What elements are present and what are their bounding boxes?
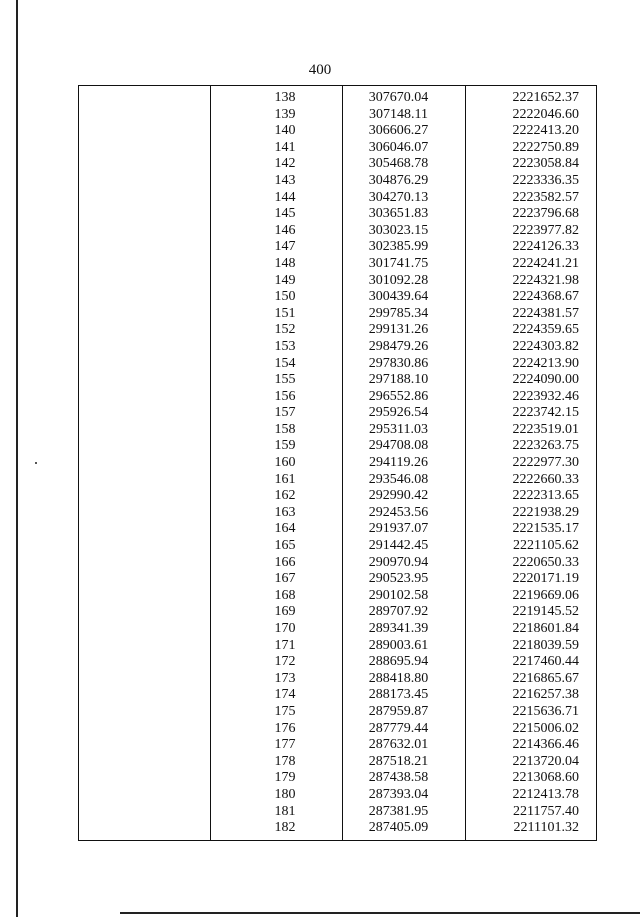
point-number-cell: 143 bbox=[274, 172, 296, 188]
y-coordinate-cell: 2218039.59 bbox=[512, 637, 579, 653]
x-coordinate-cell: 302385.99 bbox=[368, 239, 429, 255]
y-coordinate-cell: 2224303.82 bbox=[512, 338, 579, 354]
table-row bbox=[79, 787, 596, 804]
x-coordinate-cell: 292453.56 bbox=[368, 504, 429, 520]
x-coordinate-cell: 304270.13 bbox=[368, 189, 429, 205]
point-number-cell: 181 bbox=[274, 803, 296, 819]
table-row bbox=[79, 273, 596, 290]
point-number-cell: 146 bbox=[274, 222, 296, 238]
point-number-cell: 139 bbox=[274, 106, 296, 122]
x-coordinate-cell: 294119.26 bbox=[369, 455, 428, 471]
table-row bbox=[79, 621, 596, 638]
table-row bbox=[79, 820, 596, 837]
x-coordinate-cell: 287779.44 bbox=[368, 720, 429, 736]
x-coordinate-cell: 293546.08 bbox=[368, 471, 429, 487]
x-coordinate-cell: 287959.87 bbox=[368, 703, 429, 719]
y-coordinate-cell: 2224381.57 bbox=[512, 305, 579, 321]
x-coordinate-cell: 301092.28 bbox=[368, 272, 429, 288]
point-number-cell: 141 bbox=[274, 139, 296, 155]
table-row bbox=[79, 521, 596, 538]
point-number-cell: 149 bbox=[274, 272, 296, 288]
x-coordinate-cell: 299131.26 bbox=[368, 322, 429, 338]
point-number-cell: 138 bbox=[274, 90, 296, 105]
point-number-cell: 148 bbox=[274, 255, 296, 271]
y-coordinate-cell: 2223336.35 bbox=[512, 172, 579, 188]
page-number: 400 bbox=[308, 62, 332, 78]
x-coordinate-cell: 287405.09 bbox=[368, 820, 429, 836]
y-coordinate-cell: 2221652.37 bbox=[512, 90, 579, 105]
y-coordinate-cell: 2211101.32 bbox=[513, 820, 579, 836]
y-coordinate-cell: 2223263.75 bbox=[512, 438, 579, 454]
table-row bbox=[79, 356, 596, 373]
table-row bbox=[79, 90, 596, 107]
y-coordinate-cell: 2224241.21 bbox=[512, 255, 579, 271]
y-coordinate-cell: 2224126.33 bbox=[512, 239, 579, 255]
x-coordinate-cell: 305468.78 bbox=[368, 156, 429, 172]
x-coordinate-cell: 288418.80 bbox=[368, 670, 429, 686]
x-coordinate-cell: 295311.03 bbox=[369, 421, 428, 437]
y-coordinate-cell: 2223742.15 bbox=[512, 405, 579, 421]
point-number-cell: 156 bbox=[274, 388, 296, 404]
table-row bbox=[79, 555, 596, 572]
y-coordinate-cell: 2216865.67 bbox=[512, 670, 579, 686]
y-coordinate-cell: 2223977.82 bbox=[512, 222, 579, 238]
table-row bbox=[79, 389, 596, 406]
scan-bottom-edge bbox=[120, 912, 640, 914]
table-row bbox=[79, 223, 596, 240]
point-number-cell: 178 bbox=[274, 753, 296, 769]
table-row bbox=[79, 638, 596, 655]
x-coordinate-cell: 291442.45 bbox=[368, 538, 429, 554]
y-coordinate-cell: 2222046.60 bbox=[512, 106, 579, 122]
table-row bbox=[79, 455, 596, 472]
table-row bbox=[79, 488, 596, 505]
table-row bbox=[79, 438, 596, 455]
point-number-cell: 142 bbox=[274, 156, 296, 172]
point-number-cell: 166 bbox=[274, 554, 296, 570]
y-coordinate-cell: 2220650.33 bbox=[512, 554, 579, 570]
x-coordinate-cell: 289707.92 bbox=[368, 604, 429, 620]
y-coordinate-cell: 2224213.90 bbox=[512, 355, 579, 371]
table-row bbox=[79, 472, 596, 489]
point-number-cell: 182 bbox=[274, 820, 296, 836]
table-row bbox=[79, 140, 596, 157]
point-number-cell: 171 bbox=[274, 637, 296, 653]
point-number-cell: 163 bbox=[274, 504, 296, 520]
y-coordinate-cell: 2224090.00 bbox=[512, 372, 579, 388]
point-number-cell: 145 bbox=[274, 206, 296, 222]
y-coordinate-cell: 2222413.20 bbox=[512, 123, 579, 139]
point-number-cell: 168 bbox=[274, 587, 296, 603]
x-coordinate-cell: 289341.39 bbox=[368, 621, 429, 636]
x-coordinate-cell: 294708.08 bbox=[368, 438, 429, 454]
y-coordinate-cell: 2221938.29 bbox=[512, 504, 579, 520]
y-coordinate-cell: 2219145.52 bbox=[512, 604, 579, 620]
point-number-cell: 154 bbox=[274, 355, 296, 371]
y-coordinate-cell: 2217460.44 bbox=[512, 654, 579, 670]
y-coordinate-cell: 2222660.33 bbox=[512, 471, 579, 487]
x-coordinate-cell: 289003.61 bbox=[368, 637, 429, 653]
y-coordinate-cell: 2223582.57 bbox=[512, 189, 579, 205]
table-row bbox=[79, 804, 596, 821]
table-row bbox=[79, 405, 596, 422]
y-coordinate-cell: 2211757.40 bbox=[513, 803, 579, 819]
y-coordinate-cell: 2224359.65 bbox=[512, 322, 579, 338]
table-row bbox=[79, 687, 596, 704]
y-coordinate-cell: 2215006.02 bbox=[512, 720, 579, 736]
point-number-cell: 175 bbox=[274, 703, 296, 719]
y-coordinate-cell: 2222313.65 bbox=[512, 488, 579, 504]
table-row bbox=[79, 422, 596, 439]
point-number-cell: 179 bbox=[274, 770, 296, 786]
table-row bbox=[79, 588, 596, 605]
x-coordinate-cell: 298479.26 bbox=[368, 338, 429, 354]
x-coordinate-cell: 288173.45 bbox=[368, 687, 429, 703]
x-coordinate-cell: 300439.64 bbox=[368, 289, 429, 305]
table-row bbox=[79, 654, 596, 671]
point-number-cell: 144 bbox=[274, 189, 296, 205]
table-row bbox=[79, 604, 596, 621]
point-number-cell: 167 bbox=[274, 571, 296, 587]
x-coordinate-cell: 306046.07 bbox=[368, 139, 429, 155]
x-coordinate-cell: 288695.94 bbox=[368, 654, 429, 670]
x-coordinate-cell: 290102.58 bbox=[368, 587, 429, 603]
x-coordinate-cell: 287438.58 bbox=[368, 770, 429, 786]
x-coordinate-cell: 290523.95 bbox=[368, 571, 429, 587]
y-coordinate-cell: 2218601.84 bbox=[512, 621, 579, 636]
x-coordinate-cell: 306606.27 bbox=[368, 123, 429, 139]
point-number-cell: 153 bbox=[274, 338, 296, 354]
table-row bbox=[79, 289, 596, 306]
point-number-cell: 176 bbox=[274, 720, 296, 736]
point-number-cell: 173 bbox=[274, 670, 296, 686]
x-coordinate-cell: 291937.07 bbox=[368, 521, 429, 537]
point-number-cell: 174 bbox=[274, 687, 296, 703]
table-row bbox=[79, 571, 596, 588]
point-number-cell: 165 bbox=[274, 538, 296, 554]
point-number-cell: 169 bbox=[274, 604, 296, 620]
point-number-cell: 162 bbox=[274, 488, 296, 504]
x-coordinate-cell: 292990.42 bbox=[368, 488, 429, 504]
x-coordinate-cell: 303023.15 bbox=[368, 222, 429, 238]
y-coordinate-cell: 2222750.89 bbox=[512, 139, 579, 155]
x-coordinate-cell: 301741.75 bbox=[368, 255, 429, 271]
y-coordinate-cell: 2212413.78 bbox=[512, 786, 579, 802]
point-number-cell: 161 bbox=[274, 471, 296, 487]
scan-speck bbox=[35, 462, 37, 464]
point-number-cell: 150 bbox=[274, 289, 296, 305]
point-number-cell: 159 bbox=[274, 438, 296, 454]
point-number-cell: 152 bbox=[274, 322, 296, 338]
point-number-cell: 147 bbox=[274, 239, 296, 255]
y-coordinate-cell: 2221105.62 bbox=[513, 538, 579, 554]
table-row bbox=[79, 206, 596, 223]
y-coordinate-cell: 2223796.68 bbox=[512, 206, 579, 222]
x-coordinate-cell: 287518.21 bbox=[368, 753, 429, 769]
x-coordinate-cell: 297188.10 bbox=[368, 372, 429, 388]
table-row bbox=[79, 173, 596, 190]
x-coordinate-cell: 287632.01 bbox=[368, 737, 429, 753]
point-number-cell: 151 bbox=[274, 305, 296, 321]
x-coordinate-cell: 297830.86 bbox=[368, 355, 429, 371]
table-row bbox=[79, 306, 596, 323]
x-coordinate-cell: 307670.04 bbox=[368, 90, 429, 105]
y-coordinate-cell: 2223058.84 bbox=[512, 156, 579, 172]
point-number-cell: 172 bbox=[274, 654, 296, 670]
point-number-cell: 180 bbox=[274, 786, 296, 802]
y-coordinate-cell: 2215636.71 bbox=[512, 703, 579, 719]
coordinates-table bbox=[78, 85, 597, 841]
y-coordinate-cell: 2221535.17 bbox=[512, 521, 579, 537]
point-number-cell: 155 bbox=[274, 372, 296, 388]
table-row bbox=[79, 156, 596, 173]
table-row bbox=[79, 107, 596, 124]
y-coordinate-cell: 2213068.60 bbox=[512, 770, 579, 786]
x-coordinate-cell: 304876.29 bbox=[368, 172, 429, 188]
y-coordinate-cell: 2216257.38 bbox=[512, 687, 579, 703]
y-coordinate-cell: 2224321.98 bbox=[512, 272, 579, 288]
table-row bbox=[79, 339, 596, 356]
y-coordinate-cell: 2223519.01 bbox=[512, 421, 579, 437]
scan-left-edge bbox=[16, 0, 18, 917]
point-number-cell: 140 bbox=[274, 123, 296, 139]
table-row bbox=[79, 737, 596, 754]
table-row bbox=[79, 754, 596, 771]
x-coordinate-cell: 287381.95 bbox=[368, 803, 429, 819]
x-coordinate-cell: 307148.11 bbox=[369, 106, 428, 122]
table-row bbox=[79, 190, 596, 207]
table-row bbox=[79, 123, 596, 140]
point-number-cell: 177 bbox=[274, 737, 296, 753]
point-number-cell: 158 bbox=[274, 421, 296, 437]
y-coordinate-cell: 2223932.46 bbox=[512, 388, 579, 404]
table-row bbox=[79, 721, 596, 738]
x-coordinate-cell: 290970.94 bbox=[368, 554, 429, 570]
x-coordinate-cell: 299785.34 bbox=[368, 305, 429, 321]
table-row bbox=[79, 322, 596, 339]
y-coordinate-cell: 2222977.30 bbox=[512, 455, 579, 471]
table-row bbox=[79, 538, 596, 555]
table-row bbox=[79, 671, 596, 688]
x-coordinate-cell: 296552.86 bbox=[368, 388, 429, 404]
table-row bbox=[79, 256, 596, 273]
y-coordinate-cell: 2213720.04 bbox=[512, 753, 579, 769]
table-row bbox=[79, 704, 596, 721]
table-row bbox=[79, 505, 596, 522]
table-row bbox=[79, 372, 596, 389]
point-number-cell: 170 bbox=[274, 621, 296, 636]
table-row bbox=[79, 239, 596, 256]
table-body bbox=[79, 90, 596, 837]
y-coordinate-cell: 2214366.46 bbox=[512, 737, 579, 753]
y-coordinate-cell: 2224368.67 bbox=[512, 289, 579, 305]
x-coordinate-cell: 287393.04 bbox=[368, 786, 429, 802]
table-row bbox=[79, 770, 596, 787]
point-number-cell: 157 bbox=[274, 405, 296, 421]
x-coordinate-cell: 295926.54 bbox=[368, 405, 429, 421]
point-number-cell: 160 bbox=[274, 455, 296, 471]
y-coordinate-cell: 2220171.19 bbox=[512, 571, 579, 587]
point-number-cell: 164 bbox=[274, 521, 296, 537]
y-coordinate-cell: 2219669.06 bbox=[512, 587, 579, 603]
x-coordinate-cell: 303651.83 bbox=[368, 206, 429, 222]
